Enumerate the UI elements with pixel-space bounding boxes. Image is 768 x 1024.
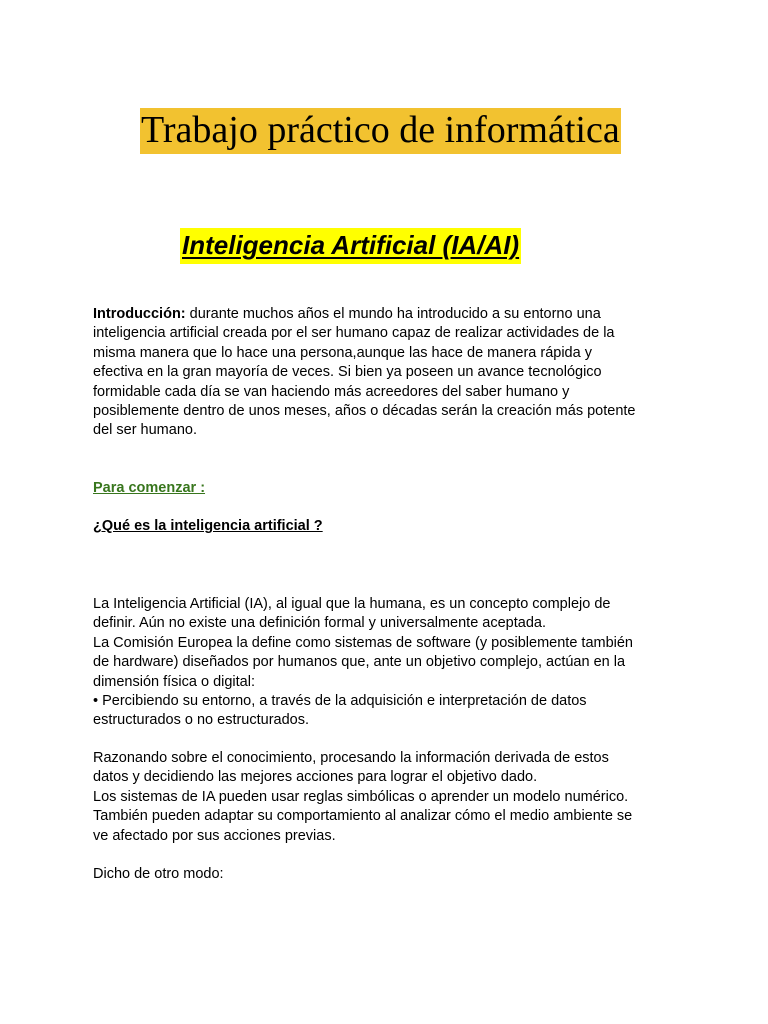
intro-line: misma manera que lo hace una persona,aunque las hace de manera rápida y <box>93 344 592 361</box>
document-title: Trabajo práctico de informática <box>140 108 621 154</box>
paragraph-line: ve afectado por sus acciones previas. <box>93 827 336 844</box>
intro-paragraph <box>93 305 693 441</box>
paragraph-line: datos y decidiendo las mejores acciones para lograr el objetivo dado. <box>93 769 538 786</box>
paragraph-line: También pueden adaptar su comportamiento al analizar cómo el medio ambiente se <box>93 808 633 825</box>
intro-line: posiblemente dentro de unos meses, años o décadas serán la creación más potente <box>93 403 636 420</box>
paragraph-line: de hardware) diseñados por humanos que, ante un objetivo complejo, actúan en la <box>93 654 626 671</box>
paragraph-line: Los sistemas de IA pueden usar reglas simbólicas o aprender un modelo numérico. <box>93 788 629 805</box>
intro-first-line <box>93 305 693 324</box>
bullet-line: • Percibiendo su entorno, a través de la adquisición e interpretación de datos <box>93 693 587 710</box>
definition-paragraph <box>93 595 693 731</box>
intro-first-line-text: durante muchos años el mundo ha introducido a su entorno una <box>185 306 601 322</box>
paragraph-line: La Inteligencia Artificial (IA), al igual que la humana, es un concepto complejo de <box>93 596 611 612</box>
paragraph-line: dimensión física o digital: <box>93 673 255 690</box>
section-heading: Para comenzar : <box>93 480 206 496</box>
intro-line: formidable cada día se van haciendo más acreedores del saber humano y <box>93 383 570 400</box>
intro-label: Introducción: <box>93 306 186 322</box>
paragraph-line: La Comisión Europea la define como sistemas de software (y posiblemente también <box>93 634 633 651</box>
intro-line: del ser humano. <box>93 422 197 439</box>
paragraph-line: definir. Aún no existe una definición formal y universalmente aceptada. <box>93 615 546 632</box>
question-heading: ¿Qué es la inteligencia artificial ? <box>93 518 323 534</box>
intro-line: inteligencia artificial creada por el ser humano capaz de realizar actividades de la <box>93 325 615 342</box>
reasoning-paragraph <box>93 749 693 846</box>
paragraph-line: Razonando sobre el conocimiento, procesando la información derivada de estos <box>93 750 609 766</box>
intro-line: efectiva en la gran mayoría de veces. Si bien ya poseen un avance tecnológico <box>93 364 602 381</box>
document-subtitle: Inteligencia Artificial (IA/AI) <box>180 228 521 264</box>
paragraph-line: estructurados o no estructurados. <box>93 712 310 729</box>
closing-line: Dicho de otro modo: <box>93 866 224 882</box>
